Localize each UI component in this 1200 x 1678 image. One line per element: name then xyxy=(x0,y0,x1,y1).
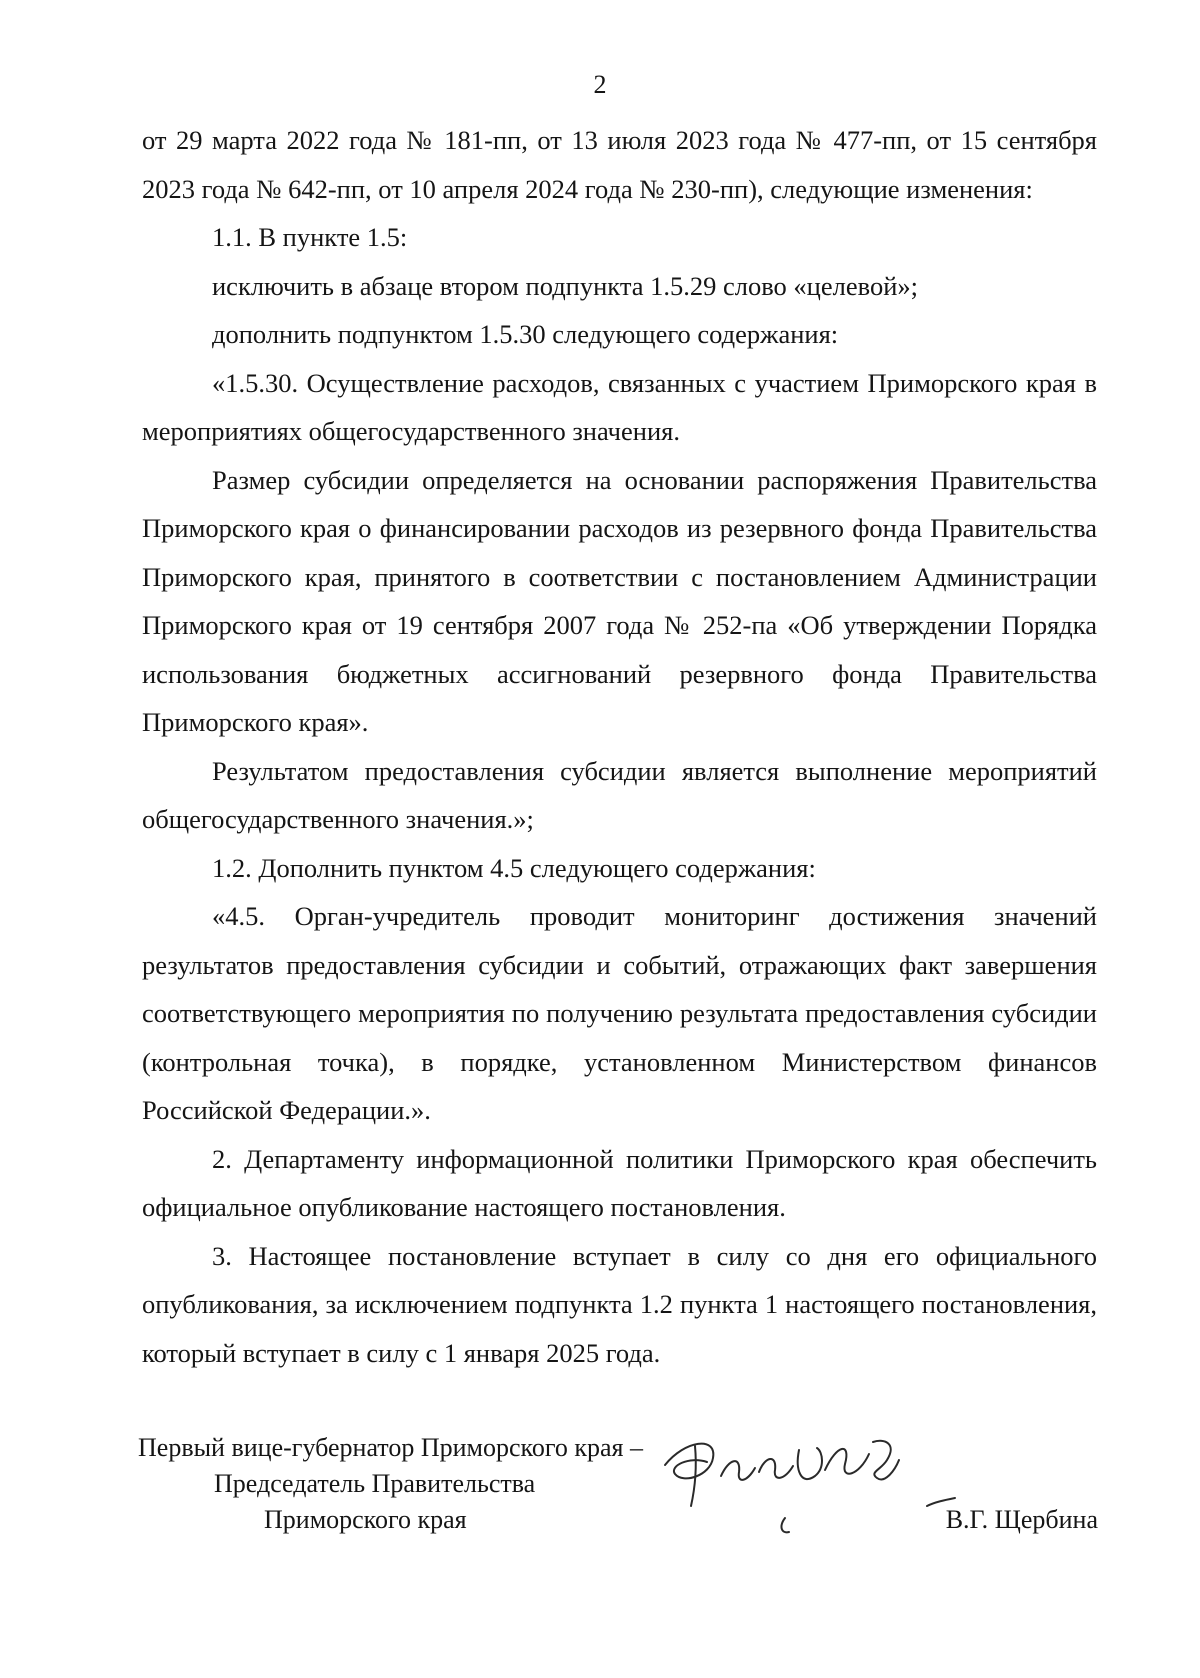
paragraph-add-subitem: дополнить подпунктом 1.5.30 следующего содержания: xyxy=(212,319,839,349)
paragraph-item-4-5: «4.5. Орган-учредитель проводит мониторинг достижения значений результатов предоставления субсидии и событий, отражающих факт завершения соответствующего мероприятия по получению результата предоставления субсидии (контрольная точка), в порядке, установленном Министерством финансов Российской Федерации.». xyxy=(142,901,1097,1125)
paragraph-exclude-word: исключить в абзаце втором подпункта 1.5.29 слово «целевой»; xyxy=(212,270,918,301)
paragraph-item-1-2: 1.2. Дополнить пунктом 4.5 следующего содержания: xyxy=(212,852,816,883)
paragraph-subitem-1-5-30: «1.5.30. Осуществление расходов, связанных с участием Приморского края в мероприятиях общегосударственного значения. xyxy=(142,367,1097,446)
paragraph-continuation: от 29 марта 2022 года № 181-пп, от 13 июля 2023 года № 477-пп, от 15 сентября 2023 года № 642-пп, от 10 апреля 2024 года № 230-пп), следующие изменения: xyxy=(142,125,1097,204)
document-body xyxy=(142,116,1097,1377)
paragraph-item-1-1: 1.1. В пункте 1.5: xyxy=(212,222,408,252)
paragraph-item-2: 2. Департаменту информационной политики Приморского края обеспечить официальное опубликование настоящего постановления. xyxy=(142,1143,1097,1222)
signature-block xyxy=(138,1430,1098,1570)
signatory-position-line-3: Приморского края xyxy=(264,1505,467,1534)
paragraph-item-3: 3. Настоящее постановление вступает в силу со дня его официального опубликования, за исключением подпункта 1.2 пункта 1 настоящего постановления, который вступает в силу с 1 января 2025 года. xyxy=(142,1240,1097,1368)
signatory-position-line-2: Председатель Правительства xyxy=(214,1469,536,1498)
signatory-position-line-1: Первый вице-губернатор Приморского края – xyxy=(138,1433,643,1462)
paragraph-subsidy-amount: Размер субсидии определяется на основании распоряжения Правительства Приморского края о финансировании расходов из резервного фонда Правительства Приморского края, принятого в соответствии с постановлением Администрации Приморского края от 19 сентября 2007 года № 252-па «Об утверждении Порядка использования бюджетных ассигнований резервного фонда Правительства Приморского края». xyxy=(142,464,1097,737)
page-number: 2 xyxy=(593,70,607,99)
paragraph-subsidy-result: Результатом предоставления субсидии является выполнение мероприятий общегосударственного значения.»; xyxy=(142,755,1097,834)
signatory-name: В.Г. Щербина xyxy=(945,1505,1098,1534)
